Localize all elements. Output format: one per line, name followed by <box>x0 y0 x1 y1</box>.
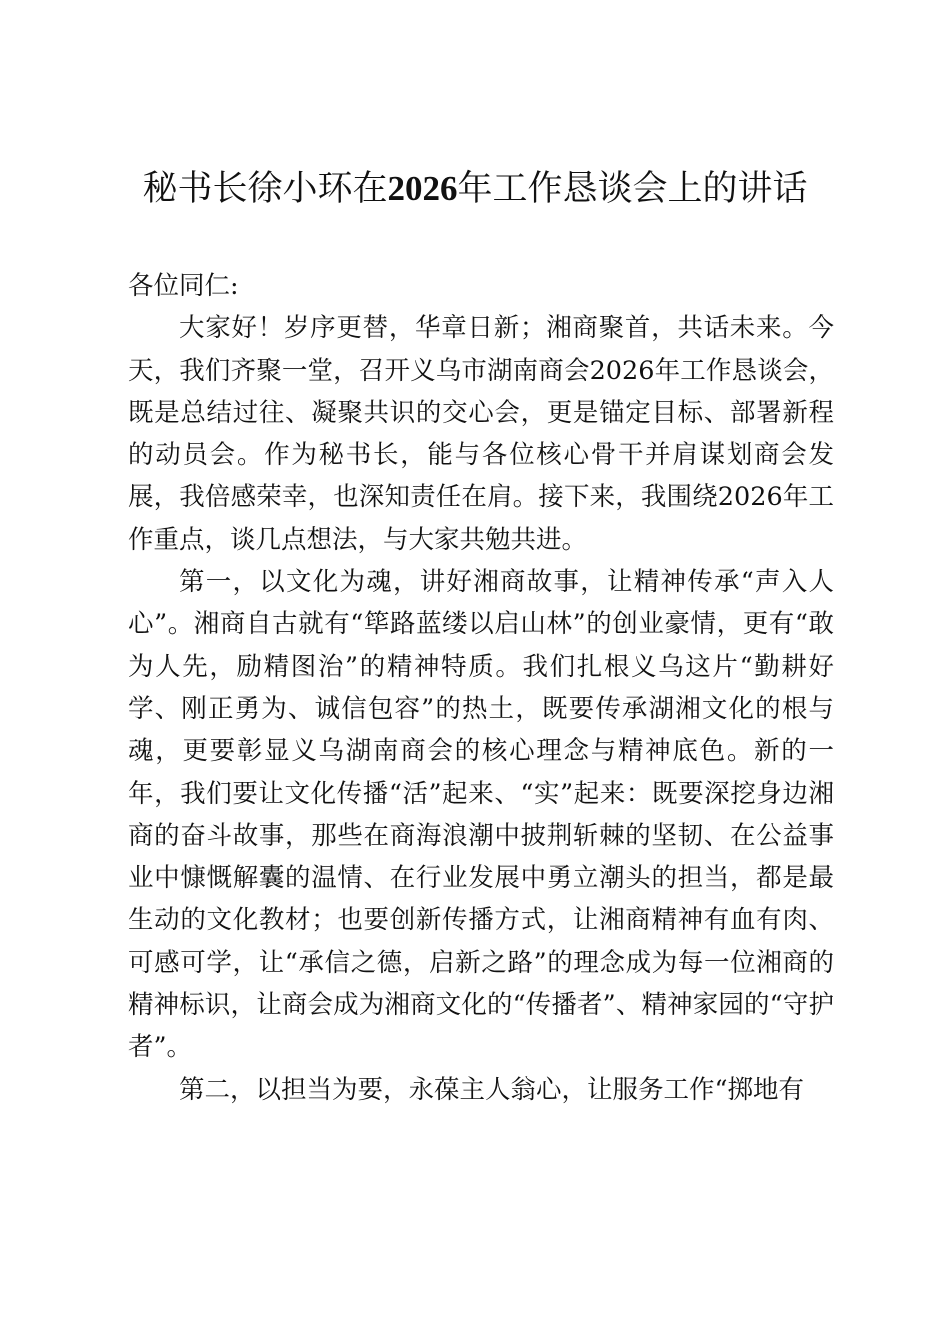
paragraph-opening: 大家好！岁序更替，华章日新；湘商聚首，共话未来。今天，我们齐聚一堂，召开义乌市湖南商会2026年工作恳谈会，既是总结过往、凝聚共识的交心会，更是锚定目标、部署新程的动员会。作为秘书长，能与各位核心骨干并肩谋划商会发展，我倍感荣幸，也深知责任在肩。接下来，我围绕2026年工作重点，谈几点想法，与大家共勉共进。 <box>128 313 834 555</box>
paragraph-second-point: 第二，以担当为要，永葆主人翁心，让服务工作“掷地有 <box>179 1074 805 1105</box>
salutation: 各位同仁: <box>128 271 239 301</box>
paragraph-first-point: 第一，以文化为魂，讲好湘商故事，让精神传承“声入人心”。湘商自古就有“筚路蓝缕以启山林”的创业豪情，更有“敢为人先，励精图治”的精神特质。我们扎根义乌这片“勤耕好学、刚正勇为、诚信包容”的热土，既要传承湖湘文化的根与魂，更要彰显义乌湖南商会的核心理念与精神底色。新的一年，我们要让文化传播“活”起来、“实”起来：既要深挖身边湘商的奋斗故事，那些在商海浪潮中披荆斩棘的坚韧、在公益事业中慷慨解囊的温情、在行业发展中勇立潮头的担当，都是最生动的文化教材；也要创新传播方式，让湘商精神有血有肉、可感可学，让“承信之德，启新之路”的理念成为每一位湘商的精神标识，让商会成为湘商文化的“传播者”、精神家园的“守护者”。 <box>128 567 834 1063</box>
title-prefix: 秘书长徐小环在 <box>142 169 388 209</box>
title-year: 2026 <box>387 169 458 208</box>
document-title <box>0 166 950 212</box>
document-body <box>128 265 834 1111</box>
title-suffix: 年工作恳谈会上的讲话 <box>457 169 808 209</box>
